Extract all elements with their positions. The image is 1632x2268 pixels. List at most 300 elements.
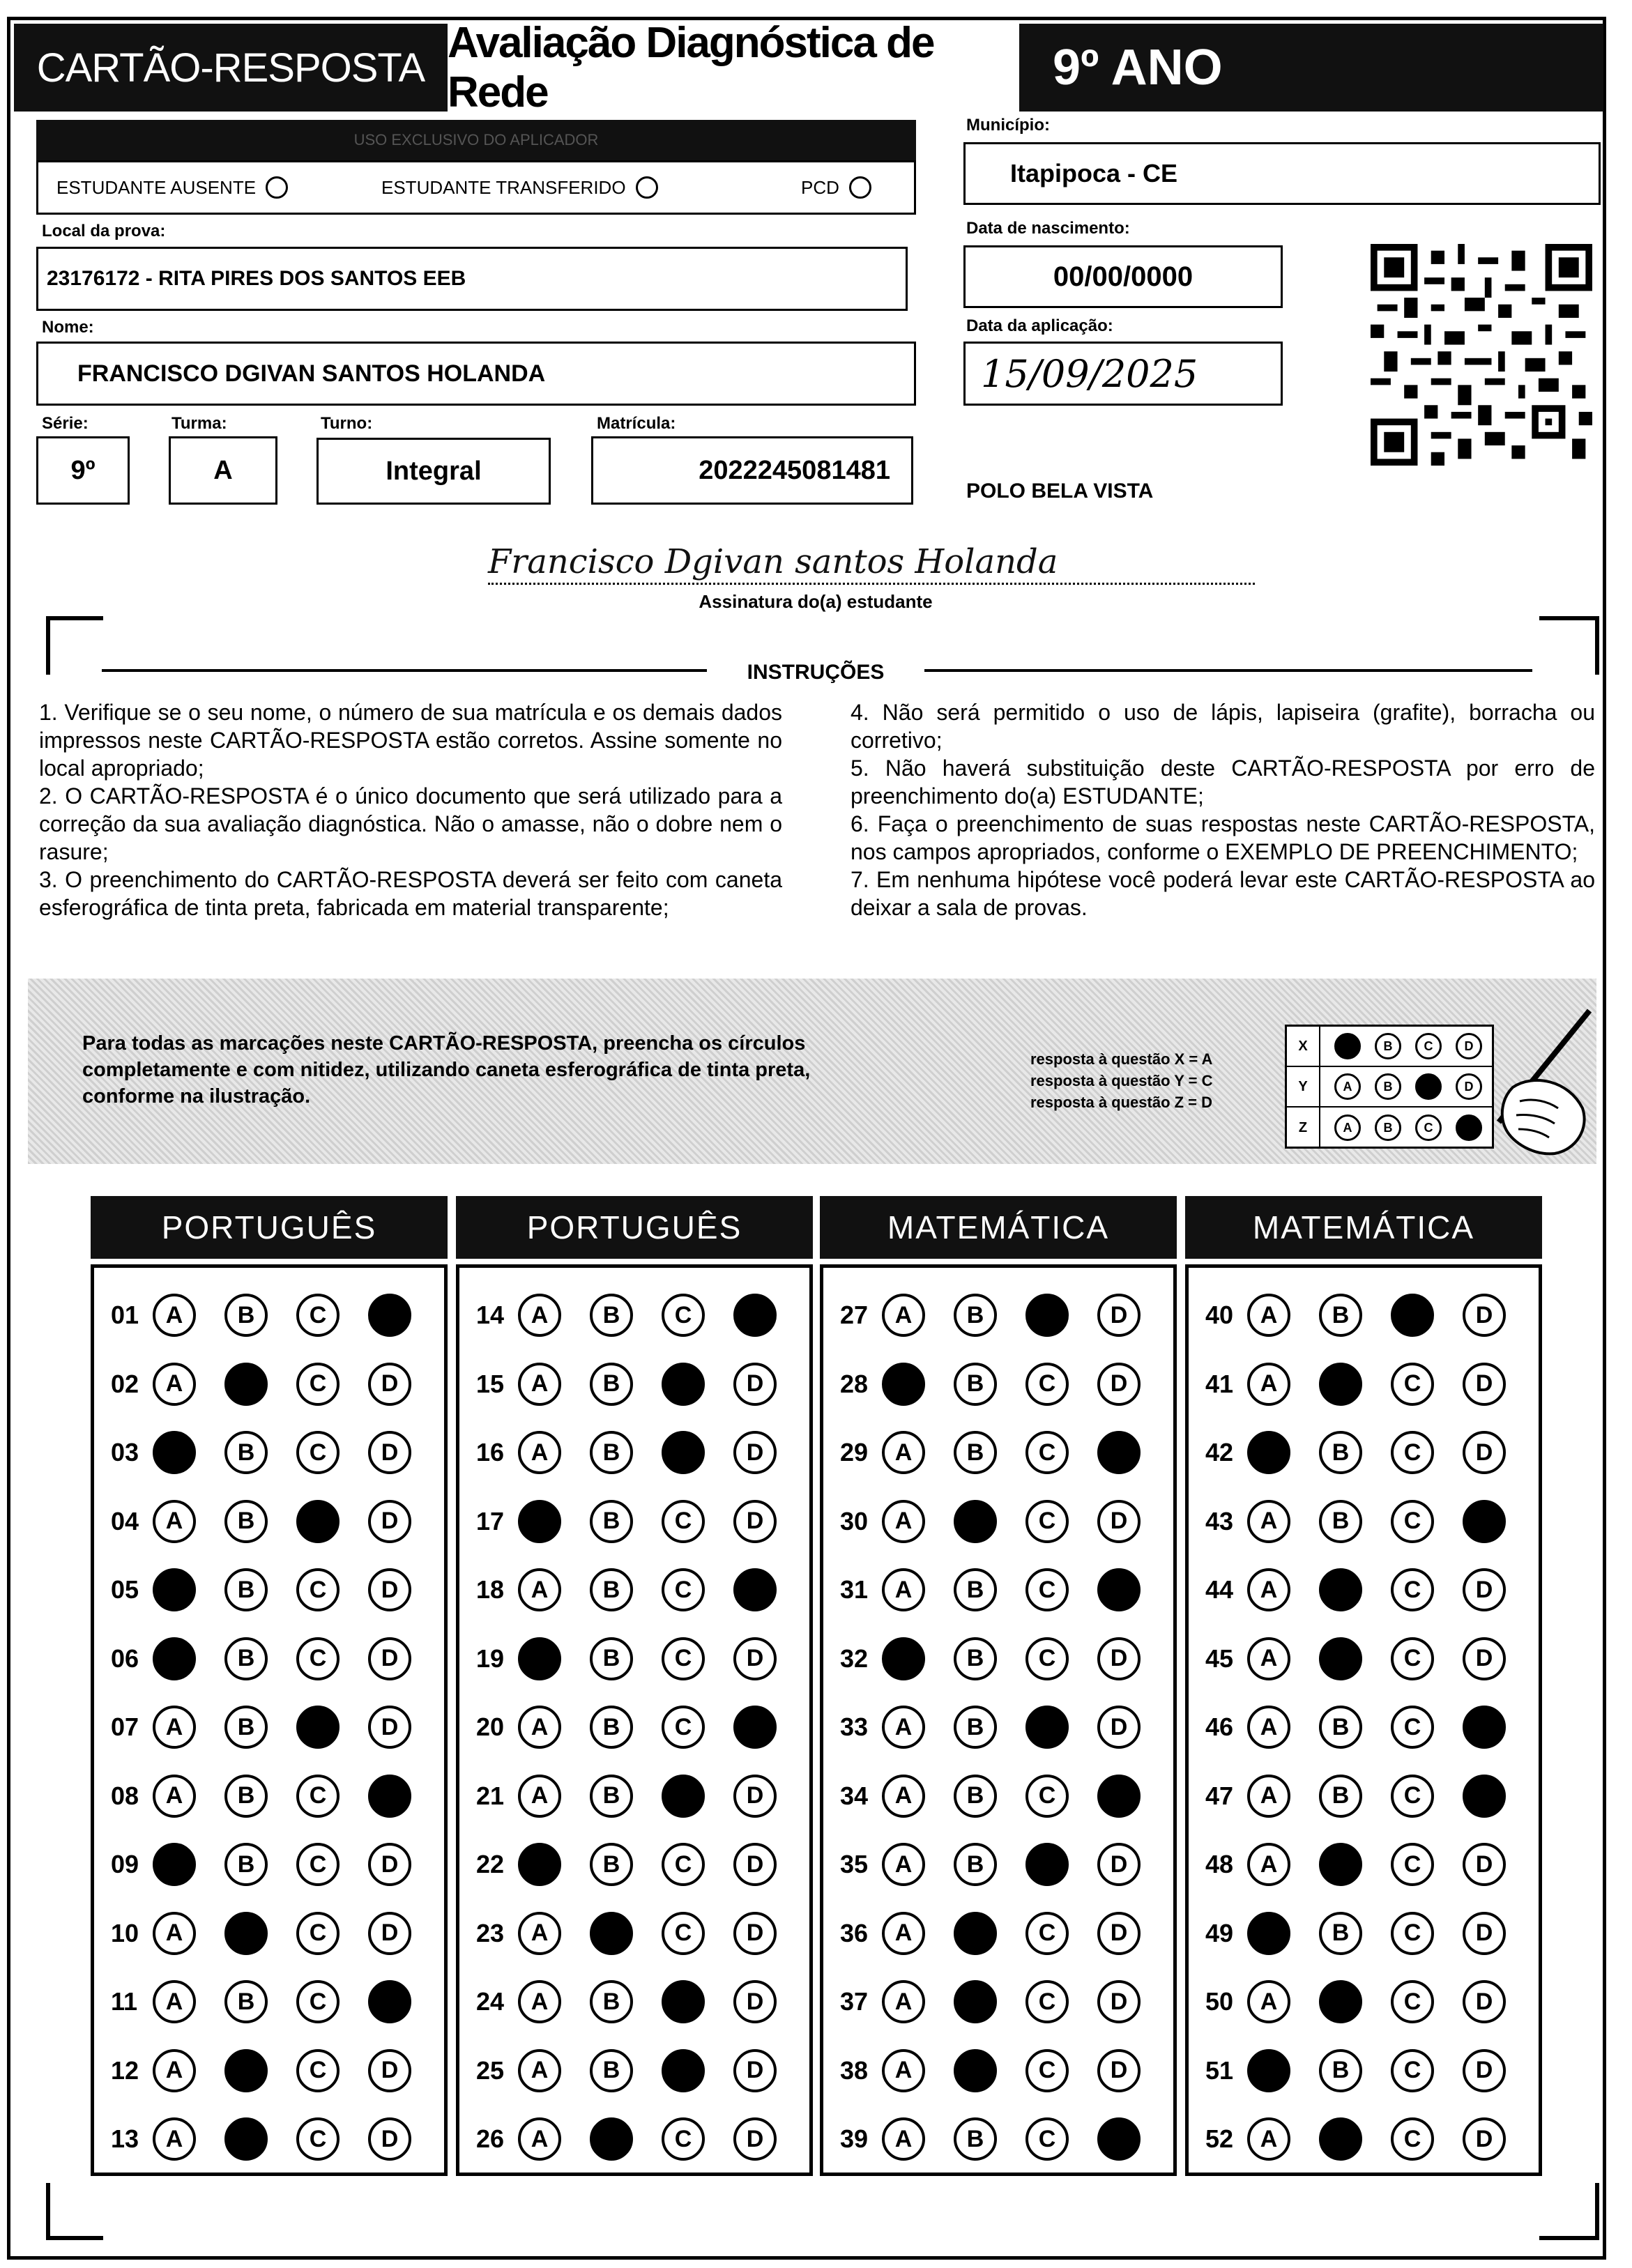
answer-bubble[interactable]: A: [882, 2049, 925, 2092]
answer-bubble[interactable]: B: [954, 1775, 997, 1818]
answer-bubble[interactable]: C: [296, 1843, 340, 1886]
answer-bubble-filled[interactable]: D: [733, 1568, 777, 1611]
instructions-rule-left: [102, 669, 707, 672]
answer-bubble[interactable]: D: [1463, 2049, 1506, 2092]
answer-bubble[interactable]: D: [733, 2049, 777, 2092]
answer-bubble[interactable]: B: [590, 1980, 633, 2023]
answer-bubble-filled[interactable]: C: [662, 1363, 705, 1406]
answer-bubble[interactable]: C: [296, 1363, 340, 1406]
answer-bubble[interactable]: B: [590, 2049, 633, 2092]
answer-bubble[interactable]: D: [733, 1775, 777, 1818]
answer-bubble-filled[interactable]: C: [662, 1980, 705, 2023]
answer-bubble[interactable]: C: [1391, 2117, 1434, 2161]
answer-bubble[interactable]: C: [1025, 1363, 1069, 1406]
question-row: [476, 1356, 805, 1412]
answer-bubble[interactable]: A: [518, 1431, 561, 1474]
question-row: [840, 1974, 1169, 2030]
example-legend: [1030, 1048, 1267, 1113]
status-transferred[interactable]: [381, 176, 658, 199]
answer-bubble-filled[interactable]: B: [590, 2117, 633, 2161]
answer-bubble[interactable]: B: [1319, 1912, 1362, 1955]
question-row: [476, 1699, 805, 1755]
answer-bubble[interactable]: C: [662, 1843, 705, 1886]
matricula-field: 2022245081481: [591, 436, 913, 505]
answer-bubble[interactable]: D: [1097, 1912, 1141, 1955]
answer-bubble[interactable]: D: [1097, 1706, 1141, 1749]
answer-bubble[interactable]: C: [1391, 1568, 1434, 1611]
answer-bubble[interactable]: A: [882, 1912, 925, 1955]
turno-label: Turno:: [321, 414, 373, 433]
answer-bubble[interactable]: D: [1097, 1980, 1141, 2023]
answer-bubble[interactable]: D: [1463, 1568, 1506, 1611]
answer-bubble-filled[interactable]: B: [590, 1912, 633, 1955]
answer-bubble[interactable]: A: [518, 1363, 561, 1406]
card-title: CARTÃO-RESPOSTA: [14, 24, 448, 112]
example-grid: [1285, 1025, 1494, 1149]
answer-bubble[interactable]: A: [1247, 2117, 1290, 2161]
question-number: 15: [476, 1369, 505, 1398]
answer-bubble[interactable]: C: [662, 1500, 705, 1543]
answer-bubble-filled[interactable]: D: [368, 1294, 411, 1337]
answer-bubble[interactable]: B: [1319, 1775, 1362, 1818]
answer-bubble[interactable]: A: [153, 1500, 196, 1543]
answer-bubble[interactable]: B: [954, 1568, 997, 1611]
answer-bubble[interactable]: D: [733, 1637, 777, 1680]
answer-bubble[interactable]: C: [662, 1706, 705, 1749]
answer-bubble[interactable]: A: [882, 1843, 925, 1886]
status-absent[interactable]: [56, 176, 288, 199]
answer-bubble-filled[interactable]: B: [224, 1363, 268, 1406]
answer-bubble[interactable]: C: [1391, 1980, 1434, 2023]
answer-bubble[interactable]: A: [1247, 1500, 1290, 1543]
answer-bubble-filled[interactable]: A: [153, 1843, 196, 1886]
question-number: 21: [476, 1781, 505, 1810]
answer-bubble-filled[interactable]: D: [733, 1294, 777, 1337]
answer-bubble[interactable]: C: [1025, 1568, 1069, 1611]
student-signature: Francisco Dgivan santos Holanda: [488, 542, 1058, 581]
answer-bubble-filled[interactable]: B: [954, 1500, 997, 1543]
answer-bubble-filled[interactable]: C: [296, 1706, 340, 1749]
answer-bubble[interactable]: B: [224, 1500, 268, 1543]
answer-bubble[interactable]: A: [1247, 1363, 1290, 1406]
question-number: 23: [476, 1918, 505, 1947]
answer-bubble[interactable]: A: [518, 2049, 561, 2092]
question-number: 01: [111, 1301, 139, 1329]
answer-bubble[interactable]: D: [1463, 2117, 1506, 2161]
answer-bubble[interactable]: C: [1391, 1637, 1434, 1680]
answer-bubble[interactable]: A: [153, 1980, 196, 2023]
answer-bubble[interactable]: A: [153, 1912, 196, 1955]
answer-bubble[interactable]: C: [1025, 1775, 1069, 1818]
answer-bubble[interactable]: C: [1025, 1500, 1069, 1543]
answer-bubble[interactable]: C: [1025, 2117, 1069, 2161]
answer-bubble-filled[interactable]: D: [1463, 1706, 1506, 1749]
answer-bubble[interactable]: A: [1247, 1843, 1290, 1886]
answer-bubble[interactable]: D: [368, 1912, 411, 1955]
answer-bubble[interactable]: C: [1391, 1706, 1434, 1749]
answer-bubble[interactable]: C: [1391, 1912, 1434, 1955]
answer-bubble[interactable]: D: [368, 1500, 411, 1543]
answer-bubble-filled[interactable]: B: [954, 2049, 997, 2092]
answer-bubble[interactable]: C: [662, 1294, 705, 1337]
example-text: Para todas as marcações neste CARTÃO-RESPOSTA, preencha os círculos completamente e com nitidez, utilizando caneta esferográfica de tinta preta, conforme na ilustração.: [82, 1032, 811, 1108]
answer-bubble-filled[interactable]: D: [1097, 1775, 1141, 1818]
answer-bubble-filled[interactable]: D: [1097, 2117, 1141, 2161]
answer-bubble-filled[interactable]: B: [1319, 1637, 1362, 1680]
answer-bubble[interactable]: B: [224, 1637, 268, 1680]
answer-bubble[interactable]: B: [224, 1843, 268, 1886]
answer-bubble[interactable]: A: [882, 1706, 925, 1749]
example-bubble: A: [1334, 1114, 1361, 1141]
answer-bubble[interactable]: B: [954, 1706, 997, 1749]
answer-bubble[interactable]: B: [590, 1706, 633, 1749]
answer-bubble[interactable]: B: [1319, 1500, 1362, 1543]
question-number: 07: [111, 1713, 139, 1741]
answer-bubble[interactable]: B: [590, 1294, 633, 1337]
answer-bubble[interactable]: C: [296, 1775, 340, 1818]
answer-bubble[interactable]: C: [296, 1431, 340, 1474]
turma-label: Turma:: [171, 414, 227, 433]
answer-bubble-filled[interactable]: D: [1463, 1775, 1506, 1818]
answer-bubble-filled[interactable]: D: [368, 1980, 411, 2023]
answer-bubble[interactable]: D: [1463, 1363, 1506, 1406]
question-number: 10: [111, 1918, 139, 1947]
answer-bubble[interactable]: C: [1391, 1843, 1434, 1886]
question-row: [111, 1906, 440, 1961]
answer-bubble[interactable]: A: [518, 1775, 561, 1818]
answer-bubble[interactable]: B: [954, 1431, 997, 1474]
question-number: 18: [476, 1575, 505, 1604]
answer-bubble-filled[interactable]: B: [1319, 2117, 1362, 2161]
answer-bubble[interactable]: B: [224, 1294, 268, 1337]
answer-bubble-filled[interactable]: A: [153, 1568, 196, 1611]
answer-bubble[interactable]: A: [882, 2117, 925, 2161]
answer-bubble[interactable]: C: [662, 1568, 705, 1611]
answer-bubble[interactable]: D: [368, 2049, 411, 2092]
answer-bubble-filled[interactable]: D: [733, 1706, 777, 1749]
answer-bubble[interactable]: C: [1391, 1363, 1434, 1406]
answer-bubble-filled[interactable]: C: [1025, 1843, 1069, 1886]
answer-bubble[interactable]: A: [882, 1775, 925, 1818]
answer-bubble[interactable]: D: [1463, 1637, 1506, 1680]
answer-bubble[interactable]: A: [518, 1706, 561, 1749]
answer-bubble[interactable]: B: [1319, 1431, 1362, 1474]
question-row: [1205, 1837, 1534, 1892]
question-row: [111, 1287, 440, 1343]
question-number: 36: [840, 1918, 869, 1947]
answer-bubble-filled[interactable]: A: [1247, 2049, 1290, 2092]
answer-bubble-filled[interactable]: A: [882, 1363, 925, 1406]
answer-bubble[interactable]: C: [1025, 1637, 1069, 1680]
answer-bubble-filled[interactable]: D: [1097, 1568, 1141, 1611]
answer-bubble-filled[interactable]: B: [1319, 1568, 1362, 1611]
status-transferred-bubble[interactable]: [636, 176, 658, 199]
answer-bubble[interactable]: A: [1247, 1775, 1290, 1818]
answer-bubble-filled[interactable]: B: [1319, 1980, 1362, 2023]
question-row: [1205, 1768, 1534, 1824]
answer-bubble-filled[interactable]: B: [954, 1912, 997, 1955]
answer-bubble[interactable]: A: [882, 1500, 925, 1543]
answer-bubble[interactable]: B: [954, 2117, 997, 2161]
pen-hand-icon: [1471, 1004, 1596, 1157]
question-row: [476, 1494, 805, 1549]
answer-bubble[interactable]: D: [1463, 1912, 1506, 1955]
question-row: [840, 1287, 1169, 1343]
answer-bubble[interactable]: D: [1097, 1843, 1141, 1886]
answer-bubble[interactable]: B: [954, 1294, 997, 1337]
answer-bubble[interactable]: D: [368, 1843, 411, 1886]
answer-bubble-filled[interactable]: A: [882, 1637, 925, 1680]
answer-bubble-filled[interactable]: D: [368, 1775, 411, 1818]
answer-bubble[interactable]: B: [954, 1843, 997, 1886]
question-number: 06: [111, 1643, 139, 1673]
answer-bubble[interactable]: A: [882, 1980, 925, 2023]
answer-bubble[interactable]: D: [368, 1431, 411, 1474]
answer-bubble-filled[interactable]: C: [662, 1775, 705, 1818]
answer-column: [456, 1264, 813, 2176]
answer-bubble[interactable]: A: [153, 1294, 196, 1337]
question-number: 11: [111, 1987, 138, 2016]
question-row: [840, 1906, 1169, 1961]
answer-bubble[interactable]: B: [590, 1568, 633, 1611]
answer-bubble[interactable]: D: [1097, 1294, 1141, 1337]
answer-bubble[interactable]: C: [296, 1294, 340, 1337]
answer-bubble-filled[interactable]: A: [1247, 1431, 1290, 1474]
local-label: Local da prova:: [42, 222, 166, 240]
answer-bubble[interactable]: C: [1025, 2049, 1069, 2092]
question-number: 16: [476, 1438, 505, 1466]
answer-bubble-filled[interactable]: C: [662, 1431, 705, 1474]
question-row: [111, 1356, 440, 1412]
question-row: [111, 1837, 440, 1892]
answer-bubble[interactable]: C: [1025, 1431, 1069, 1474]
answer-bubble[interactable]: D: [1097, 1637, 1141, 1680]
answer-bubble[interactable]: D: [368, 1568, 411, 1611]
answer-bubble[interactable]: D: [733, 1843, 777, 1886]
example-legend-y: resposta à questão Y = C: [1030, 1072, 1213, 1089]
answer-bubble[interactable]: C: [662, 2117, 705, 2161]
status-absent-bubble[interactable]: [266, 176, 288, 199]
signature-line: [488, 583, 1255, 585]
birthdate-label: Data de nascimento:: [966, 219, 1130, 238]
answer-bubble[interactable]: B: [224, 1706, 268, 1749]
answer-bubble[interactable]: C: [296, 1568, 340, 1611]
answer-bubble-filled[interactable]: B: [1319, 1363, 1362, 1406]
question-row: [840, 2043, 1169, 2099]
answer-bubble[interactable]: A: [153, 1363, 196, 1406]
question-row: [111, 2111, 440, 2167]
answer-bubble[interactable]: A: [1247, 1568, 1290, 1611]
instructions-left: [39, 698, 782, 921]
question-number: 29: [840, 1438, 869, 1466]
question-row: [111, 1425, 440, 1480]
answer-bubble[interactable]: B: [224, 1775, 268, 1818]
answer-bubble-filled[interactable]: C: [296, 1500, 340, 1543]
example-question-label: X: [1287, 1027, 1320, 1066]
answer-bubble[interactable]: C: [296, 1637, 340, 1680]
answer-bubble[interactable]: C: [296, 2049, 340, 2092]
answer-bubble[interactable]: B: [590, 1637, 633, 1680]
answer-bubble[interactable]: D: [733, 1431, 777, 1474]
answer-bubble[interactable]: D: [1463, 1843, 1506, 1886]
answer-bubble[interactable]: D: [733, 2117, 777, 2161]
question-number: 31: [840, 1575, 869, 1604]
question-number: 45: [1205, 1643, 1234, 1673]
answer-bubble[interactable]: B: [590, 1363, 633, 1406]
answer-bubble[interactable]: A: [153, 2117, 196, 2161]
answer-bubble[interactable]: B: [590, 1431, 633, 1474]
answer-bubble[interactable]: C: [1391, 1431, 1434, 1474]
answer-bubble[interactable]: D: [368, 1637, 411, 1680]
answer-bubble[interactable]: C: [1391, 2049, 1434, 2092]
question-number: 09: [111, 1850, 139, 1878]
answer-bubble-filled[interactable]: A: [518, 1843, 561, 1886]
question-number: 30: [840, 1506, 869, 1535]
answer-bubble-filled[interactable]: B: [224, 2117, 268, 2161]
question-row: [840, 1562, 1169, 1618]
answer-bubble[interactable]: B: [1319, 2049, 1362, 2092]
question-row: [840, 1699, 1169, 1755]
answer-bubble[interactable]: C: [1025, 1912, 1069, 1955]
answer-bubble[interactable]: A: [1247, 1980, 1290, 2023]
question-row: [476, 1562, 805, 1618]
answer-bubble[interactable]: D: [368, 1706, 411, 1749]
answer-bubble-filled[interactable]: A: [518, 1637, 561, 1680]
answer-bubble[interactable]: A: [882, 1568, 925, 1611]
status-pcd-bubble[interactable]: [849, 176, 871, 199]
answer-bubble[interactable]: A: [518, 1568, 561, 1611]
question-number: 14: [476, 1301, 505, 1329]
answer-bubble[interactable]: B: [1319, 1706, 1362, 1749]
answer-bubble-filled[interactable]: A: [1247, 1912, 1290, 1955]
question-row: [1205, 1287, 1534, 1343]
answer-bubble[interactable]: D: [1097, 2049, 1141, 2092]
answer-bubble[interactable]: B: [590, 1843, 633, 1886]
question-row: [476, 1425, 805, 1480]
answer-bubble-filled[interactable]: B: [1319, 1843, 1362, 1886]
status-box: [36, 160, 916, 215]
answer-bubble[interactable]: A: [1247, 1294, 1290, 1337]
question-number: 43: [1205, 1506, 1234, 1535]
corner-mark-bottom-right: [1539, 2183, 1599, 2240]
answer-bubble[interactable]: A: [882, 1294, 925, 1337]
answer-bubble[interactable]: D: [1463, 1431, 1506, 1474]
instructions-rule-right: [924, 669, 1532, 672]
answer-bubble-filled[interactable]: B: [224, 1912, 268, 1955]
example-bubble: D: [1456, 1114, 1482, 1141]
question-number: 19: [476, 1643, 505, 1673]
question-number: 13: [111, 2124, 139, 2153]
example-question-label: Z: [1287, 1108, 1320, 1148]
example-row: [1287, 1108, 1492, 1148]
answer-bubble[interactable]: D: [733, 1363, 777, 1406]
answer-bubble[interactable]: B: [1319, 1294, 1362, 1337]
instruction-6: 6. Faça o preenchimento de suas respostas neste CARTÃO-RESPOSTA, nos campos apropriados, conforme o EXEMPLO DE PREENCHIMENTO;: [851, 811, 1595, 864]
answer-bubble-filled[interactable]: C: [1025, 1706, 1069, 1749]
question-number: 39: [840, 2124, 869, 2153]
answer-bubble[interactable]: D: [1463, 1294, 1506, 1337]
question-row: [1205, 1631, 1534, 1687]
question-number: 49: [1205, 1918, 1234, 1947]
answer-bubble[interactable]: D: [733, 1980, 777, 2023]
answer-bubble[interactable]: C: [662, 1637, 705, 1680]
example-bubble: B: [1375, 1114, 1401, 1141]
answer-bubble-filled[interactable]: C: [662, 2049, 705, 2092]
answer-bubble[interactable]: D: [368, 1363, 411, 1406]
matricula-label: Matrícula:: [597, 414, 676, 433]
answer-bubble-filled[interactable]: C: [1391, 1294, 1434, 1337]
birthdate-field: 00/00/0000: [963, 245, 1283, 308]
answer-bubble[interactable]: B: [224, 1431, 268, 1474]
question-row: [840, 1425, 1169, 1480]
answer-bubble-filled[interactable]: B: [954, 1980, 997, 2023]
answer-bubble-filled[interactable]: B: [224, 2049, 268, 2092]
answer-bubble[interactable]: D: [1463, 1980, 1506, 2023]
answer-bubble[interactable]: B: [224, 1980, 268, 2023]
instruction-1: 1. Verifique se o seu nome, o número de sua matrícula e os demais dados impressos neste CARTÃO-RESPOSTA estão corretos. Assine somente no local apropriado;: [39, 700, 782, 781]
qr-code-image: [1371, 244, 1592, 466]
answer-bubble[interactable]: D: [1097, 1363, 1141, 1406]
question-number: 44: [1205, 1575, 1234, 1604]
answer-bubble[interactable]: B: [224, 1568, 268, 1611]
question-row: [1205, 2111, 1534, 2167]
answer-bubble[interactable]: B: [954, 1637, 997, 1680]
answer-bubble[interactable]: A: [882, 1431, 925, 1474]
corner-mark-top-left: [46, 616, 103, 675]
answer-bubble[interactable]: A: [153, 2049, 196, 2092]
answer-bubble[interactable]: C: [296, 1912, 340, 1955]
answer-bubble[interactable]: C: [662, 1912, 705, 1955]
answer-bubble[interactable]: A: [153, 1706, 196, 1749]
question-number: 51: [1205, 2055, 1234, 2085]
status-pcd[interactable]: [801, 176, 871, 199]
instruction-4: 4. Não será permitido o uso de lápis, lapiseira (grafite), borracha ou corretivo;: [851, 700, 1595, 753]
answer-bubble[interactable]: A: [518, 1294, 561, 1337]
answer-bubble[interactable]: B: [590, 1775, 633, 1818]
answer-bubble[interactable]: B: [590, 1500, 633, 1543]
answer-bubble[interactable]: D: [733, 1912, 777, 1955]
answer-bubble-filled[interactable]: D: [1463, 1500, 1506, 1543]
answer-bubble[interactable]: A: [518, 1980, 561, 2023]
answer-bubble[interactable]: A: [518, 1912, 561, 1955]
example-bubble: D: [1456, 1073, 1482, 1100]
answer-bubble-filled[interactable]: A: [153, 1637, 196, 1680]
answer-bubble[interactable]: D: [1097, 1500, 1141, 1543]
answer-bubble[interactable]: C: [1391, 1775, 1434, 1818]
answer-bubble-filled[interactable]: C: [1025, 1294, 1069, 1337]
municipio-label: Município:: [966, 116, 1050, 135]
answer-bubble[interactable]: A: [153, 1775, 196, 1818]
answer-bubble[interactable]: D: [368, 2117, 411, 2161]
answer-bubble[interactable]: C: [1025, 1980, 1069, 2023]
question-number: 02: [111, 1369, 139, 1398]
answer-bubble[interactable]: A: [1247, 1637, 1290, 1680]
answer-bubble-filled[interactable]: A: [518, 1500, 561, 1543]
answer-bubble[interactable]: D: [733, 1500, 777, 1543]
answer-bubble[interactable]: B: [954, 1363, 997, 1406]
answer-column: [1185, 1264, 1542, 2176]
status-transferred-label: ESTUDANTE TRANSFERIDO: [381, 176, 626, 198]
question-number: 47: [1205, 1781, 1234, 1810]
answer-bubble-filled[interactable]: A: [153, 1431, 196, 1474]
example-legend-z: resposta à questão Z = D: [1030, 1094, 1213, 1111]
answer-bubble[interactable]: A: [1247, 1706, 1290, 1749]
answer-bubble-filled[interactable]: D: [1097, 1431, 1141, 1474]
answer-bubble[interactable]: C: [1391, 1500, 1434, 1543]
answer-bubble[interactable]: C: [296, 2117, 340, 2161]
answer-bubble[interactable]: C: [296, 1980, 340, 2023]
answer-bubble[interactable]: A: [518, 2117, 561, 2161]
